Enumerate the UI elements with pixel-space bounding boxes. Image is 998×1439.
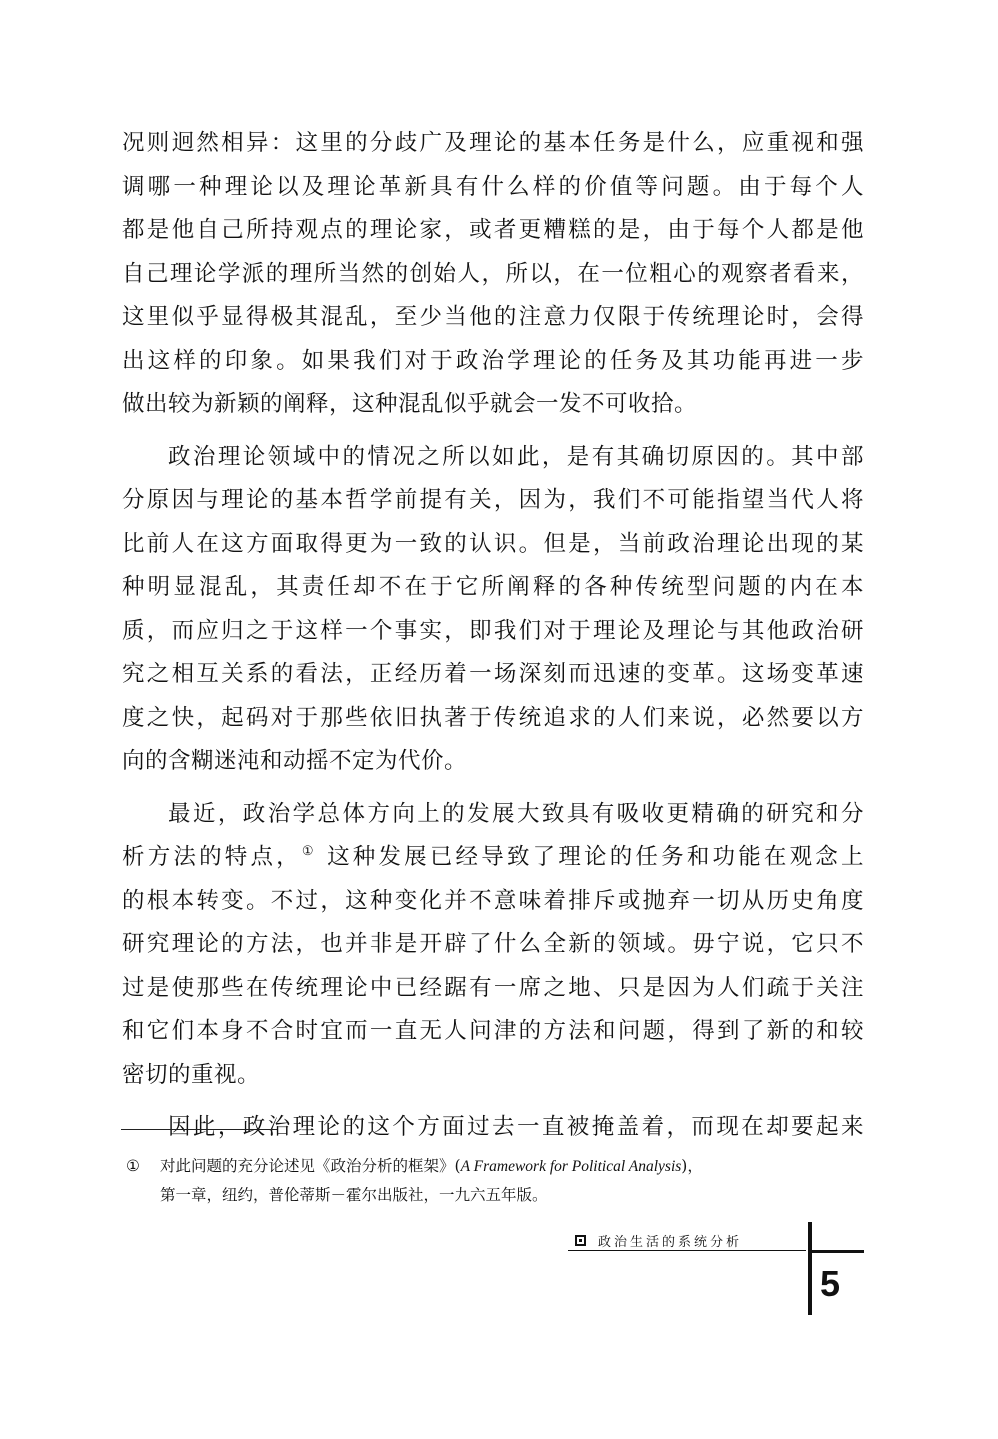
footnote-divider xyxy=(121,1129,277,1130)
footnote-marker: ① xyxy=(126,1157,140,1175)
text-line: 调哪一种理论以及理论革新具有什么样的价值等问题。由于每个人 xyxy=(122,173,864,200)
text-line: 最近，政治学总体方向上的发展大致具有吸收更精确的研究和分 xyxy=(168,800,864,827)
footnote-text: )， xyxy=(681,1157,703,1175)
text-line: 做出较为新颖的阐释，这种混乱似乎就会一发不可收拾。 xyxy=(122,391,698,417)
footnote xyxy=(126,1152,866,1209)
page-number-rule xyxy=(808,1250,864,1253)
text-line: 因此，政治理论的这个方面过去一直被掩盖着，而现在却要起来 xyxy=(168,1114,864,1140)
paragraph-4 xyxy=(122,1106,864,1150)
text-line: 都是他自己所持观点的理论家，或者更糟糕的是，由于每个人都是他 xyxy=(122,217,864,243)
text-line: 研究理论的方法，也并非是开辟了什么全新的领域。毋宁说，它只不 xyxy=(122,931,864,957)
footnote-text: 对此问题的充分论述见《政治分析的框架》( xyxy=(160,1157,461,1175)
page-number: 5 xyxy=(820,1263,841,1304)
running-head-title: 政治生活的系统分析 xyxy=(598,1235,743,1250)
body-text xyxy=(122,122,864,1150)
text-line: 自己理论学派的理所当然的创始人，所以，在一位粗心的观察者看来， xyxy=(122,260,864,287)
text-line: 度之快，起码对于那些依旧执著于传统追求的人们来说，必然要以方 xyxy=(122,704,864,731)
text-line: 究之相互关系的看法，正经历着一场深刻而迅速的变革。这场变革速 xyxy=(122,661,864,687)
text-line: 分原因与理论的基本哲学前提有关，因为，我们不可能指望当代人将 xyxy=(122,487,864,513)
text-line: 质，而应归之于这样一个事实，即我们对于理论及理论与其他政治研 xyxy=(122,617,864,644)
page-number-bar xyxy=(808,1222,812,1315)
text-line: 向的含糊迷沌和动摇不定为代价。 xyxy=(122,748,468,774)
paragraph-1 xyxy=(122,122,864,427)
text-line: 种明显混乱，其责任却不在于它所阐释的各种传统型问题的内在本 xyxy=(122,574,864,600)
text-line: 密切的重视。 xyxy=(122,1061,261,1088)
text-line: 政治理论领域中的情况之所以如此，是有其确切原因的。其中部 xyxy=(168,443,864,470)
footnote-english-title: A Framework for Political Analysis xyxy=(460,1158,682,1175)
text-segment: 析方法的特点， xyxy=(122,844,302,870)
text-line: 比前人在这方面取得更为一致的认识。但是，当前政治理论出现的某 xyxy=(122,530,864,557)
text-line xyxy=(122,836,864,880)
text-line: 和它们本身不合时宜而一直无人问津的方法和问题，得到了新的和较 xyxy=(122,1018,864,1044)
running-head xyxy=(575,1231,742,1250)
running-head-rule xyxy=(568,1250,806,1251)
text-line: 过是使那些在传统理论中已经踞有一席之地、只是因为人们疏于关注 xyxy=(122,974,864,1001)
footnote-line xyxy=(126,1152,866,1181)
square-ornament-icon xyxy=(575,1235,586,1246)
text-segment: 这种发展已经导致了理论的任务和功能在观念上 xyxy=(316,844,864,870)
paragraph-2 xyxy=(122,436,864,784)
text-line: 况则迥然相异：这里的分歧广及理论的基本任务是什么，应重视和强 xyxy=(122,130,864,156)
text-line: 的根本转变。不过，这种变化并不意味着排斥或抛弃一切从历史角度 xyxy=(122,887,864,914)
footnote-line: 第一章，纽约，普伦蒂斯－霍尔出版社，一九六五年版。 xyxy=(160,1186,548,1204)
text-line: 出这样的印象。如果我们对于政治学理论的任务及其功能再进一步 xyxy=(122,347,864,374)
text-line: 这里似乎显得极其混乱，至少当他的注意力仅限于传统理论时，会得 xyxy=(122,304,864,330)
paragraph-3 xyxy=(122,793,864,1098)
footnote-ref[interactable]: ① xyxy=(301,844,317,859)
